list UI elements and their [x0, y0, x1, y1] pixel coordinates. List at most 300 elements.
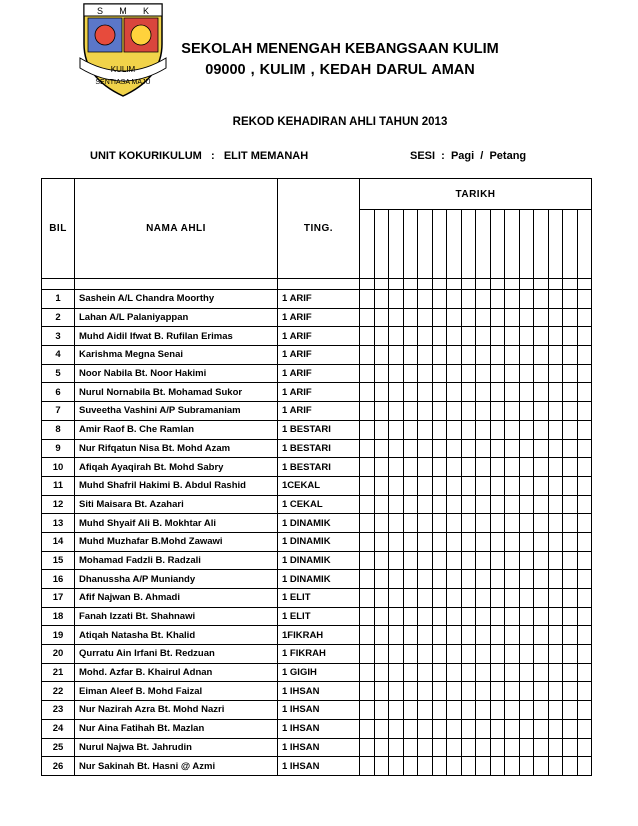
attendance-cell[interactable] [403, 532, 418, 551]
attendance-cell[interactable] [563, 383, 578, 402]
attendance-cell[interactable] [461, 327, 476, 346]
attendance-cell[interactable] [519, 364, 534, 383]
attendance-cell[interactable] [548, 308, 563, 327]
attendance-cell[interactable] [461, 589, 476, 608]
attendance-cell[interactable] [505, 663, 520, 682]
attendance-cell[interactable] [447, 645, 462, 664]
attendance-cell[interactable] [519, 346, 534, 365]
attendance-cell[interactable] [505, 570, 520, 589]
attendance-cell[interactable] [534, 420, 549, 439]
attendance-cell[interactable] [403, 682, 418, 701]
attendance-cell[interactable] [432, 327, 447, 346]
attendance-cell[interactable] [432, 402, 447, 421]
attendance-cell[interactable] [548, 402, 563, 421]
attendance-cell[interactable] [577, 626, 592, 645]
attendance-cell[interactable] [563, 701, 578, 720]
attendance-cell[interactable] [476, 439, 491, 458]
attendance-cell[interactable] [389, 420, 404, 439]
attendance-cell[interactable] [403, 308, 418, 327]
attendance-cell[interactable] [389, 607, 404, 626]
attendance-cell[interactable] [374, 383, 389, 402]
attendance-cell[interactable] [374, 308, 389, 327]
attendance-cell[interactable] [563, 439, 578, 458]
attendance-cell[interactable] [534, 738, 549, 757]
attendance-cell[interactable] [476, 420, 491, 439]
attendance-cell[interactable] [418, 383, 433, 402]
attendance-cell[interactable] [389, 551, 404, 570]
attendance-cell[interactable] [418, 626, 433, 645]
attendance-cell[interactable] [374, 290, 389, 309]
attendance-cell[interactable] [490, 346, 505, 365]
attendance-cell[interactable] [360, 757, 375, 776]
attendance-cell[interactable] [534, 719, 549, 738]
attendance-cell[interactable] [360, 308, 375, 327]
attendance-cell[interactable] [490, 364, 505, 383]
attendance-cell[interactable] [490, 626, 505, 645]
attendance-cell[interactable] [577, 532, 592, 551]
attendance-cell[interactable] [418, 514, 433, 533]
attendance-cell[interactable] [476, 514, 491, 533]
attendance-cell[interactable] [505, 551, 520, 570]
attendance-cell[interactable] [360, 607, 375, 626]
attendance-cell[interactable] [432, 738, 447, 757]
attendance-cell[interactable] [461, 607, 476, 626]
attendance-cell[interactable] [418, 439, 433, 458]
attendance-cell[interactable] [519, 738, 534, 757]
attendance-cell[interactable] [403, 607, 418, 626]
attendance-cell[interactable] [548, 570, 563, 589]
attendance-cell[interactable] [374, 551, 389, 570]
attendance-cell[interactable] [534, 327, 549, 346]
attendance-cell[interactable] [476, 738, 491, 757]
attendance-cell[interactable] [432, 514, 447, 533]
attendance-cell[interactable] [389, 645, 404, 664]
attendance-cell[interactable] [389, 701, 404, 720]
attendance-cell[interactable] [461, 645, 476, 664]
attendance-cell[interactable] [374, 495, 389, 514]
attendance-cell[interactable] [563, 645, 578, 664]
attendance-cell[interactable] [577, 682, 592, 701]
attendance-cell[interactable] [432, 290, 447, 309]
attendance-cell[interactable] [418, 402, 433, 421]
attendance-cell[interactable] [418, 532, 433, 551]
attendance-cell[interactable] [360, 346, 375, 365]
attendance-cell[interactable] [432, 570, 447, 589]
attendance-cell[interactable] [490, 607, 505, 626]
attendance-cell[interactable] [577, 607, 592, 626]
attendance-cell[interactable] [461, 290, 476, 309]
attendance-cell[interactable] [461, 570, 476, 589]
attendance-cell[interactable] [505, 738, 520, 757]
attendance-cell[interactable] [476, 290, 491, 309]
attendance-cell[interactable] [548, 607, 563, 626]
attendance-cell[interactable] [418, 589, 433, 608]
attendance-cell[interactable] [548, 719, 563, 738]
attendance-cell[interactable] [505, 476, 520, 495]
attendance-cell[interactable] [360, 589, 375, 608]
attendance-cell[interactable] [548, 701, 563, 720]
attendance-cell[interactable] [447, 589, 462, 608]
attendance-cell[interactable] [418, 682, 433, 701]
attendance-cell[interactable] [360, 458, 375, 477]
attendance-cell[interactable] [548, 645, 563, 664]
attendance-cell[interactable] [519, 626, 534, 645]
attendance-cell[interactable] [374, 364, 389, 383]
attendance-cell[interactable] [461, 458, 476, 477]
attendance-cell[interactable] [447, 701, 462, 720]
attendance-cell[interactable] [374, 607, 389, 626]
attendance-cell[interactable] [476, 346, 491, 365]
attendance-cell[interactable] [403, 476, 418, 495]
attendance-cell[interactable] [534, 663, 549, 682]
attendance-cell[interactable] [563, 364, 578, 383]
attendance-cell[interactable] [360, 290, 375, 309]
attendance-cell[interactable] [534, 607, 549, 626]
attendance-cell[interactable] [548, 364, 563, 383]
attendance-cell[interactable] [476, 589, 491, 608]
attendance-cell[interactable] [548, 327, 563, 346]
attendance-cell[interactable] [403, 346, 418, 365]
attendance-cell[interactable] [490, 551, 505, 570]
attendance-cell[interactable] [577, 495, 592, 514]
attendance-cell[interactable] [461, 476, 476, 495]
attendance-cell[interactable] [389, 290, 404, 309]
attendance-cell[interactable] [577, 514, 592, 533]
attendance-cell[interactable] [432, 476, 447, 495]
attendance-cell[interactable] [563, 663, 578, 682]
attendance-cell[interactable] [505, 682, 520, 701]
attendance-cell[interactable] [403, 757, 418, 776]
attendance-cell[interactable] [577, 663, 592, 682]
attendance-cell[interactable] [447, 757, 462, 776]
attendance-cell[interactable] [432, 607, 447, 626]
attendance-cell[interactable] [418, 701, 433, 720]
attendance-cell[interactable] [389, 682, 404, 701]
attendance-cell[interactable] [418, 738, 433, 757]
attendance-cell[interactable] [432, 495, 447, 514]
attendance-cell[interactable] [563, 589, 578, 608]
attendance-cell[interactable] [389, 663, 404, 682]
attendance-cell[interactable] [563, 458, 578, 477]
attendance-cell[interactable] [534, 551, 549, 570]
attendance-cell[interactable] [548, 476, 563, 495]
attendance-cell[interactable] [577, 476, 592, 495]
attendance-cell[interactable] [403, 290, 418, 309]
attendance-cell[interactable] [563, 495, 578, 514]
attendance-cell[interactable] [577, 364, 592, 383]
attendance-cell[interactable] [534, 308, 549, 327]
attendance-cell[interactable] [563, 626, 578, 645]
attendance-cell[interactable] [577, 757, 592, 776]
attendance-cell[interactable] [577, 701, 592, 720]
attendance-cell[interactable] [548, 757, 563, 776]
attendance-cell[interactable] [389, 439, 404, 458]
attendance-cell[interactable] [403, 719, 418, 738]
attendance-cell[interactable] [490, 495, 505, 514]
attendance-cell[interactable] [490, 290, 505, 309]
attendance-cell[interactable] [505, 532, 520, 551]
attendance-cell[interactable] [534, 402, 549, 421]
attendance-cell[interactable] [519, 551, 534, 570]
attendance-cell[interactable] [490, 308, 505, 327]
attendance-cell[interactable] [447, 570, 462, 589]
attendance-cell[interactable] [461, 701, 476, 720]
attendance-cell[interactable] [389, 570, 404, 589]
attendance-cell[interactable] [447, 290, 462, 309]
attendance-cell[interactable] [490, 738, 505, 757]
attendance-cell[interactable] [505, 495, 520, 514]
attendance-cell[interactable] [360, 570, 375, 589]
attendance-cell[interactable] [534, 757, 549, 776]
attendance-cell[interactable] [563, 327, 578, 346]
attendance-cell[interactable] [418, 607, 433, 626]
attendance-cell[interactable] [389, 589, 404, 608]
attendance-cell[interactable] [490, 663, 505, 682]
attendance-cell[interactable] [403, 514, 418, 533]
attendance-cell[interactable] [432, 757, 447, 776]
attendance-cell[interactable] [461, 719, 476, 738]
attendance-cell[interactable] [360, 532, 375, 551]
attendance-cell[interactable] [505, 327, 520, 346]
attendance-cell[interactable] [577, 439, 592, 458]
attendance-cell[interactable] [389, 383, 404, 402]
attendance-cell[interactable] [577, 458, 592, 477]
attendance-cell[interactable] [360, 626, 375, 645]
attendance-cell[interactable] [447, 439, 462, 458]
attendance-cell[interactable] [461, 757, 476, 776]
attendance-cell[interactable] [461, 532, 476, 551]
attendance-cell[interactable] [563, 420, 578, 439]
attendance-cell[interactable] [403, 701, 418, 720]
attendance-cell[interactable] [461, 514, 476, 533]
attendance-cell[interactable] [476, 645, 491, 664]
attendance-cell[interactable] [374, 402, 389, 421]
attendance-cell[interactable] [534, 589, 549, 608]
attendance-cell[interactable] [548, 589, 563, 608]
attendance-cell[interactable] [519, 701, 534, 720]
attendance-cell[interactable] [490, 682, 505, 701]
attendance-cell[interactable] [490, 589, 505, 608]
attendance-cell[interactable] [505, 645, 520, 664]
attendance-cell[interactable] [447, 663, 462, 682]
attendance-cell[interactable] [432, 308, 447, 327]
attendance-cell[interactable] [389, 308, 404, 327]
attendance-cell[interactable] [548, 532, 563, 551]
attendance-cell[interactable] [577, 308, 592, 327]
attendance-cell[interactable] [548, 514, 563, 533]
attendance-cell[interactable] [418, 757, 433, 776]
attendance-cell[interactable] [403, 738, 418, 757]
attendance-cell[interactable] [374, 327, 389, 346]
attendance-cell[interactable] [374, 570, 389, 589]
attendance-cell[interactable] [374, 682, 389, 701]
attendance-cell[interactable] [447, 383, 462, 402]
attendance-cell[interactable] [374, 532, 389, 551]
attendance-cell[interactable] [519, 439, 534, 458]
attendance-cell[interactable] [374, 346, 389, 365]
attendance-cell[interactable] [461, 420, 476, 439]
attendance-cell[interactable] [519, 682, 534, 701]
attendance-cell[interactable] [534, 346, 549, 365]
attendance-cell[interactable] [461, 551, 476, 570]
attendance-cell[interactable] [563, 402, 578, 421]
attendance-cell[interactable] [360, 476, 375, 495]
attendance-cell[interactable] [563, 532, 578, 551]
attendance-cell[interactable] [563, 757, 578, 776]
attendance-cell[interactable] [534, 439, 549, 458]
attendance-cell[interactable] [418, 719, 433, 738]
attendance-cell[interactable] [374, 738, 389, 757]
attendance-cell[interactable] [360, 495, 375, 514]
attendance-cell[interactable] [374, 645, 389, 664]
attendance-cell[interactable] [374, 439, 389, 458]
attendance-cell[interactable] [374, 663, 389, 682]
attendance-cell[interactable] [432, 458, 447, 477]
attendance-cell[interactable] [490, 757, 505, 776]
attendance-cell[interactable] [360, 701, 375, 720]
attendance-cell[interactable] [519, 458, 534, 477]
attendance-cell[interactable] [519, 420, 534, 439]
attendance-cell[interactable] [476, 719, 491, 738]
attendance-cell[interactable] [389, 402, 404, 421]
attendance-cell[interactable] [360, 439, 375, 458]
attendance-cell[interactable] [563, 719, 578, 738]
attendance-cell[interactable] [548, 420, 563, 439]
attendance-cell[interactable] [403, 663, 418, 682]
attendance-cell[interactable] [505, 402, 520, 421]
attendance-cell[interactable] [505, 420, 520, 439]
attendance-cell[interactable] [432, 420, 447, 439]
attendance-cell[interactable] [374, 701, 389, 720]
attendance-cell[interactable] [490, 570, 505, 589]
attendance-cell[interactable] [534, 645, 549, 664]
attendance-cell[interactable] [389, 757, 404, 776]
attendance-cell[interactable] [563, 551, 578, 570]
attendance-cell[interactable] [432, 682, 447, 701]
attendance-cell[interactable] [374, 420, 389, 439]
attendance-cell[interactable] [432, 383, 447, 402]
attendance-cell[interactable] [563, 476, 578, 495]
attendance-cell[interactable] [461, 738, 476, 757]
attendance-cell[interactable] [519, 663, 534, 682]
attendance-cell[interactable] [490, 420, 505, 439]
attendance-cell[interactable] [418, 420, 433, 439]
attendance-cell[interactable] [519, 570, 534, 589]
attendance-cell[interactable] [374, 589, 389, 608]
attendance-cell[interactable] [519, 532, 534, 551]
attendance-cell[interactable] [374, 626, 389, 645]
attendance-cell[interactable] [548, 663, 563, 682]
attendance-cell[interactable] [534, 626, 549, 645]
attendance-cell[interactable] [461, 663, 476, 682]
attendance-cell[interactable] [577, 738, 592, 757]
attendance-cell[interactable] [577, 402, 592, 421]
attendance-cell[interactable] [476, 495, 491, 514]
attendance-cell[interactable] [403, 383, 418, 402]
attendance-cell[interactable] [476, 327, 491, 346]
attendance-cell[interactable] [418, 364, 433, 383]
attendance-cell[interactable] [403, 570, 418, 589]
attendance-cell[interactable] [490, 402, 505, 421]
attendance-cell[interactable] [505, 346, 520, 365]
attendance-cell[interactable] [476, 607, 491, 626]
attendance-cell[interactable] [389, 476, 404, 495]
attendance-cell[interactable] [432, 701, 447, 720]
attendance-cell[interactable] [389, 495, 404, 514]
attendance-cell[interactable] [360, 719, 375, 738]
attendance-cell[interactable] [476, 532, 491, 551]
attendance-cell[interactable] [461, 682, 476, 701]
attendance-cell[interactable] [389, 532, 404, 551]
attendance-cell[interactable] [534, 682, 549, 701]
attendance-cell[interactable] [403, 402, 418, 421]
attendance-cell[interactable] [403, 626, 418, 645]
attendance-cell[interactable] [519, 308, 534, 327]
attendance-cell[interactable] [548, 738, 563, 757]
attendance-cell[interactable] [360, 364, 375, 383]
attendance-cell[interactable] [403, 420, 418, 439]
attendance-cell[interactable] [476, 551, 491, 570]
attendance-cell[interactable] [534, 290, 549, 309]
attendance-cell[interactable] [461, 308, 476, 327]
attendance-cell[interactable] [447, 514, 462, 533]
attendance-cell[interactable] [476, 476, 491, 495]
attendance-cell[interactable] [519, 589, 534, 608]
attendance-cell[interactable] [548, 439, 563, 458]
attendance-cell[interactable] [432, 364, 447, 383]
attendance-cell[interactable] [519, 383, 534, 402]
attendance-cell[interactable] [534, 701, 549, 720]
attendance-cell[interactable] [403, 327, 418, 346]
attendance-cell[interactable] [418, 570, 433, 589]
attendance-cell[interactable] [403, 495, 418, 514]
attendance-cell[interactable] [360, 402, 375, 421]
attendance-cell[interactable] [447, 476, 462, 495]
attendance-cell[interactable] [374, 757, 389, 776]
attendance-cell[interactable] [374, 719, 389, 738]
attendance-cell[interactable] [374, 514, 389, 533]
attendance-cell[interactable] [476, 383, 491, 402]
attendance-cell[interactable] [563, 346, 578, 365]
attendance-cell[interactable] [490, 439, 505, 458]
attendance-cell[interactable] [548, 290, 563, 309]
attendance-cell[interactable] [563, 607, 578, 626]
attendance-cell[interactable] [418, 290, 433, 309]
attendance-cell[interactable] [432, 532, 447, 551]
attendance-cell[interactable] [360, 420, 375, 439]
attendance-cell[interactable] [490, 532, 505, 551]
attendance-cell[interactable] [447, 738, 462, 757]
attendance-cell[interactable] [447, 458, 462, 477]
attendance-cell[interactable] [403, 458, 418, 477]
attendance-cell[interactable] [577, 383, 592, 402]
attendance-cell[interactable] [447, 682, 462, 701]
attendance-cell[interactable] [418, 645, 433, 664]
attendance-cell[interactable] [563, 290, 578, 309]
attendance-cell[interactable] [432, 663, 447, 682]
attendance-cell[interactable] [447, 532, 462, 551]
attendance-cell[interactable] [519, 290, 534, 309]
attendance-cell[interactable] [577, 346, 592, 365]
attendance-cell[interactable] [389, 626, 404, 645]
attendance-cell[interactable] [461, 626, 476, 645]
attendance-cell[interactable] [432, 589, 447, 608]
attendance-cell[interactable] [432, 719, 447, 738]
attendance-cell[interactable] [418, 308, 433, 327]
attendance-cell[interactable] [490, 458, 505, 477]
attendance-cell[interactable] [461, 346, 476, 365]
attendance-cell[interactable] [534, 458, 549, 477]
